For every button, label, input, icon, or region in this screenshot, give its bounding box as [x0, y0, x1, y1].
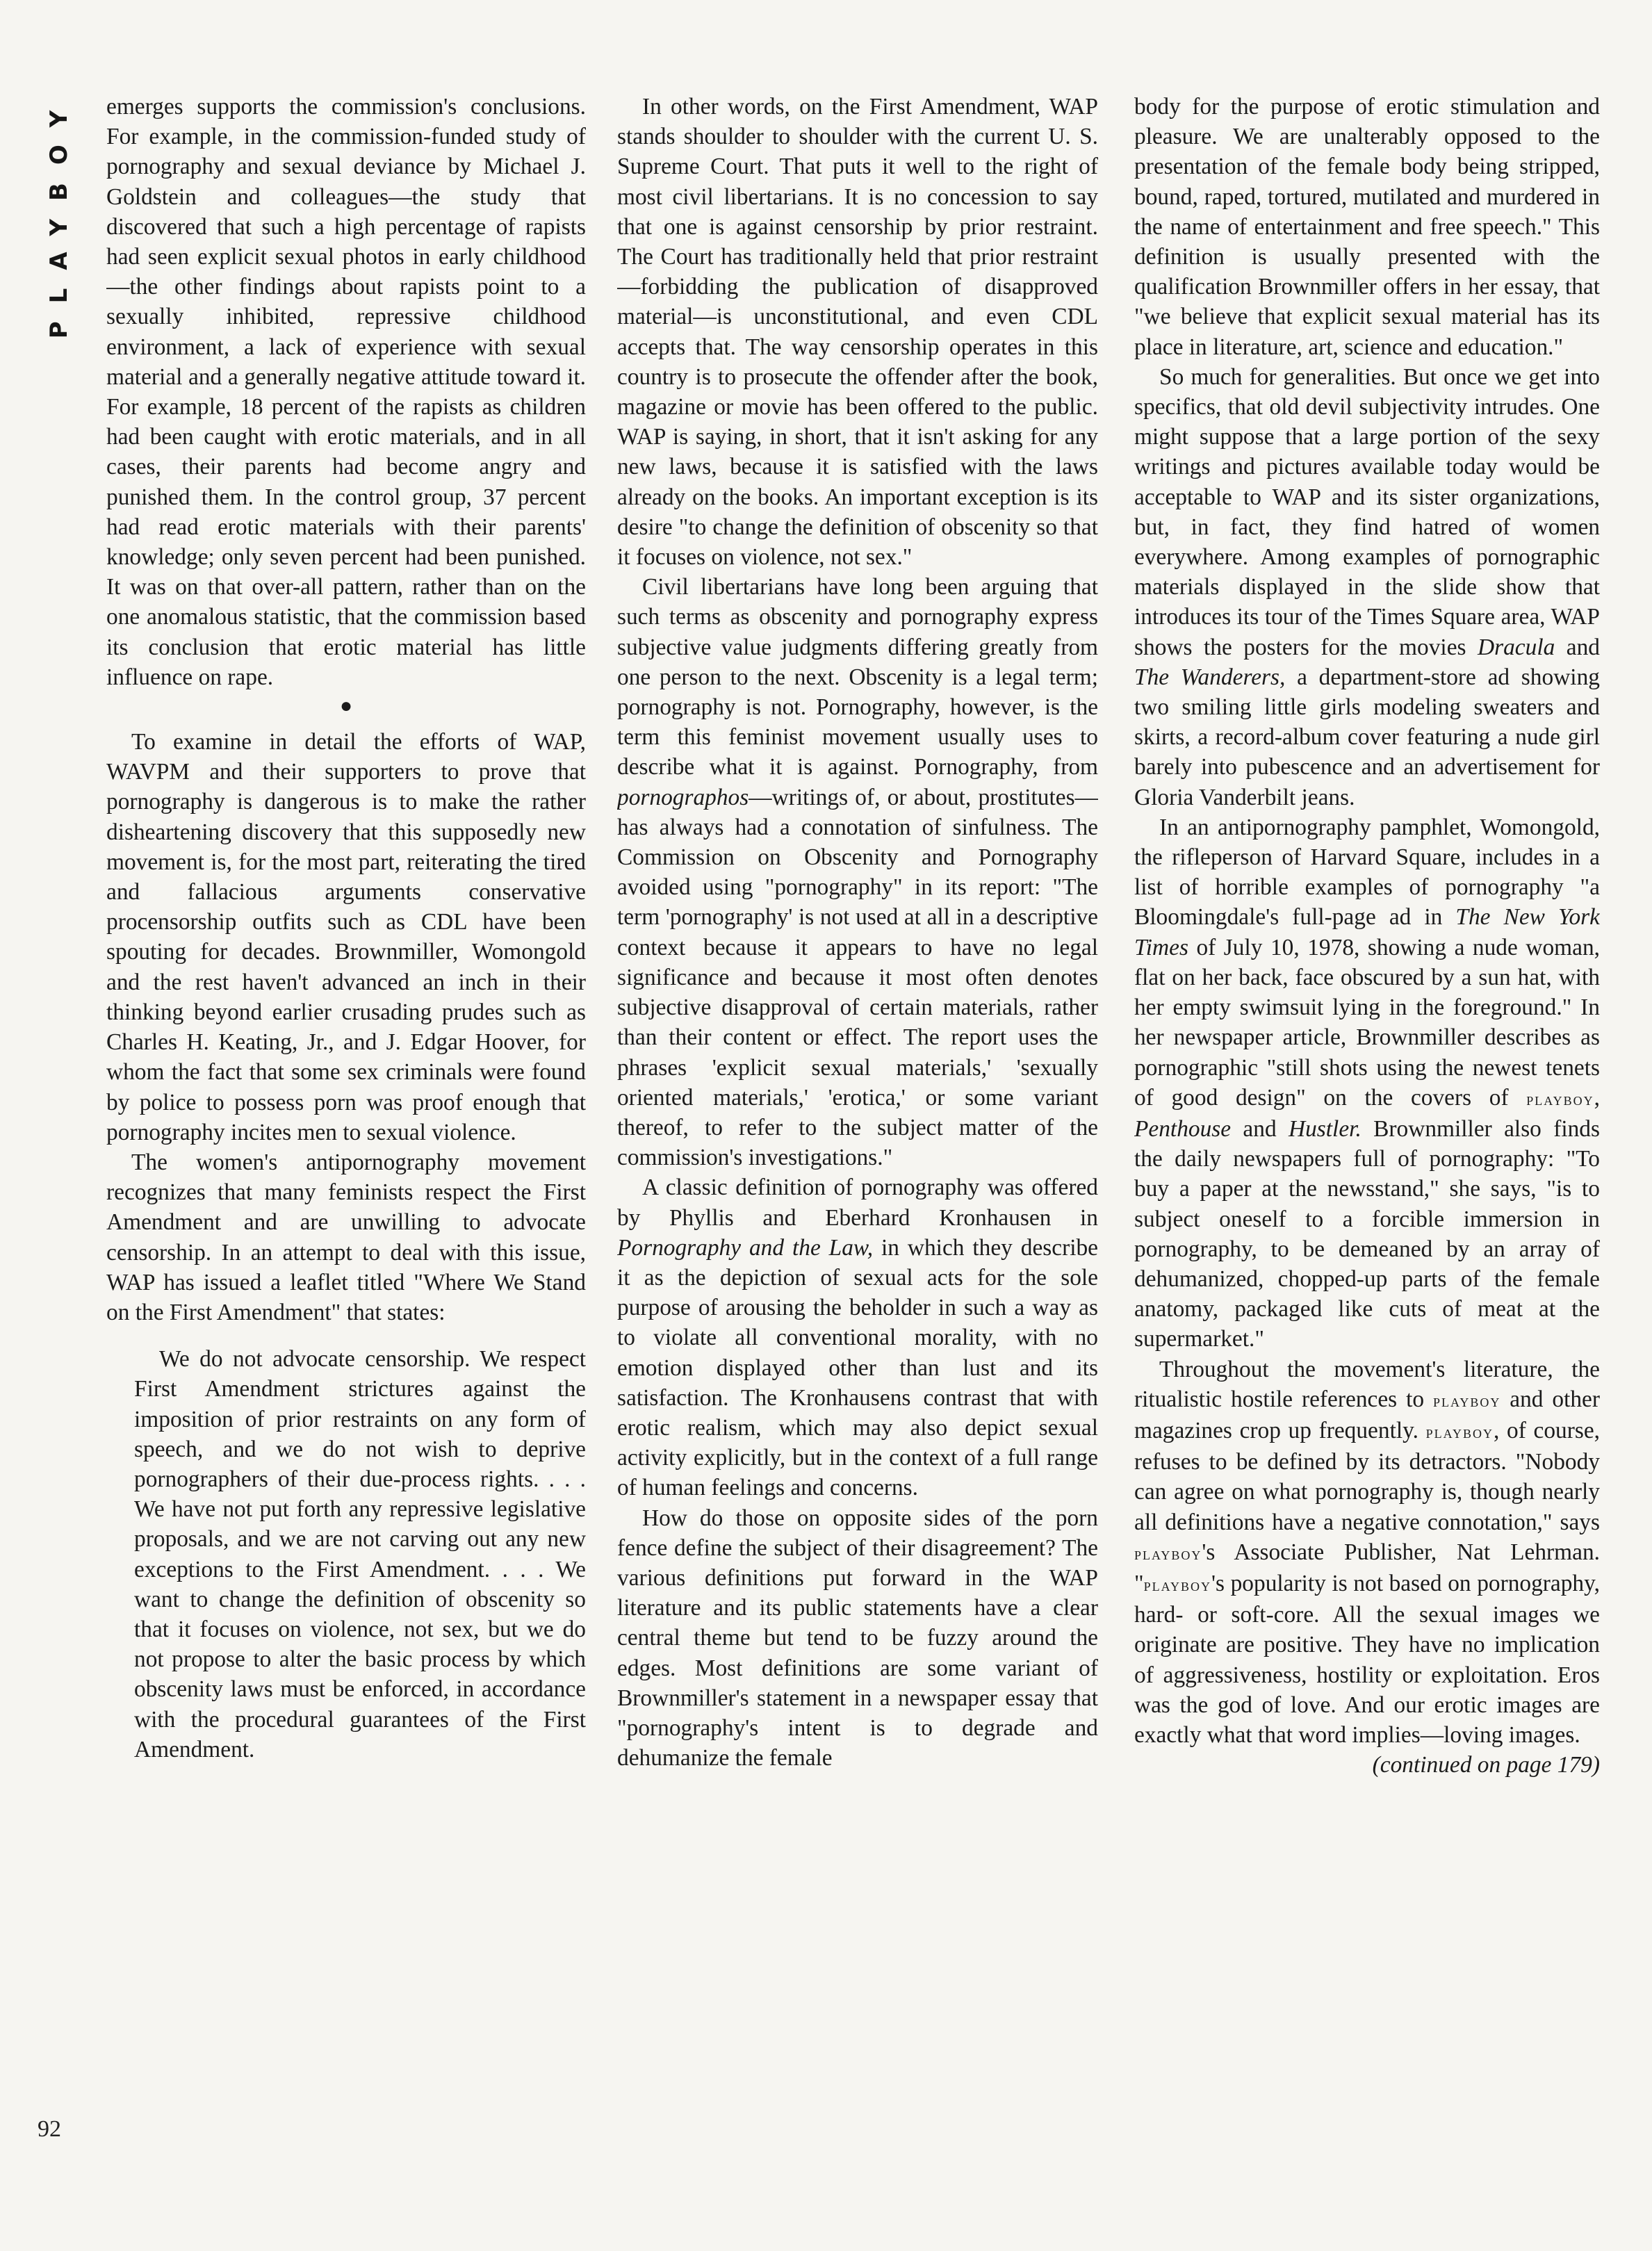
magazine-title: Penthouse [1134, 1115, 1232, 1142]
text-run: —writings of, or about, prostitutes—has always had a connotation of sinfulness. The Commission on Obscenity and Pornography avoided using "pornography" in its report: "The term 'pornography' is not used at all in a descriptive context because it appears to have no legal significance and because it most often denotes subjective disapproval of certain materials, rather than their content or effect. The report uses the phrases 'explicit sexual materials,' 'sexually oriented materials,' 'erotica,' or some variant thereof, to refer to the subject matter of the commission's investigations." [617, 784, 1098, 1171]
magazine-name-smallcaps: playboy [1134, 1543, 1202, 1564]
column-2 [617, 92, 1098, 2191]
text-run: Throughout the movement's literature, the ritualistic hostile references to [1134, 1356, 1600, 1412]
text-run: , [1594, 1084, 1600, 1111]
text-run: Civil libertarians have long been arguing that such terms as obscenity and pornography express subjective value judgments differing greatly from one person to the next. Obscenity is a legal term; pornography is not. Pornography, however, is the term this feminist movement usually uses to describe what it is against. Pornography, from [617, 574, 1098, 780]
page-number: 92 [38, 2116, 61, 2142]
magazine-name: PLAYBOY [45, 92, 73, 339]
magazine-name-smallcaps: playboy [1143, 1574, 1211, 1595]
magazine-name-smallcaps: playboy [1425, 1421, 1494, 1442]
column-1 [106, 92, 586, 2191]
text-run: In an antipornography pamphlet, Womongold, the rifleperson of Harvard Square, includes in a list of horrible examples of pornography "a Bloomingdale's full-page ad in [1134, 814, 1600, 931]
column-3 [1134, 92, 1600, 2191]
section-bullet: ● [339, 694, 353, 718]
text-run: Brownmiller also finds the daily newspapers full of pornography: "To buy a paper at the newsstand," she says, "is to subject oneself to a forcible immersion in pornography, to be demeaned by an array of dehumanized, chopped-up parts of the female anatomy, packaged like cuts of meat at the supermarket." [1134, 1115, 1600, 1352]
paragraph: In other words, on the First Amendment, WAP stands shoulder to shoulder with the current U. S. Supreme Court. That puts it well to the right of most civil libertarians. It is no concession to say that one is against censorship by prior restraint. The Court has traditionally held that prior restraint—forbidding the publication of disapproved material—is unconstitutional, and even CDL accepts that. The way censorship operates in this country is to prosecute the offender after the book, magazine or movie has been offered to the public. WAP is saying, in short, that it isn't asking for any new laws, because it is satisfied with the laws already on the books. An important exception is its desire "to change the definition of obscenity so that it focuses on violence, not sex." [617, 94, 1098, 571]
text-run: 's popularity is not based on pornography, hard- or soft-core. All the sexual images we originate are positive. They have no implication of aggressiveness, hostility or exploitation. Eros was the god of love. And our erotic images are exactly what that word implies—loving images. [1134, 1570, 1600, 1748]
movie-title: Dracula [1478, 634, 1555, 660]
newspaper-title: The New York Times [1134, 904, 1600, 960]
text-run: 's Associate Publisher, Nat Lehrman. " [1134, 1539, 1600, 1596]
text-run: and other magazines crop up frequently. [1134, 1386, 1600, 1443]
italic-term: pornographos [617, 784, 749, 810]
paragraph: How do those on opposite sides of the porn fence define the subject of their disagreement? The various definitions put forward in the WAP literature and its public statements have a clear central theme but tend to be fuzzy around the edges. Most definitions are some variant of Brownmiller's statement in a newspaper essay that "pornography's intent is to degrade and dehumanize the female [617, 1505, 1098, 1771]
text-run: So much for generalities. But once we get into specifics, that old devil subjectivity intrudes. One might suppose that a large portion of the sexy writings and pictures available today would be acceptable to WAP and its sister organizations, but, in fact, they find hatred of women everywhere. Among examples of pornographic materials displayed in the slide show that introduces its tour of the Times Square area, WAP shows the posters for the movies [1134, 363, 1600, 660]
text-run: in which they describe it as the depiction of sexual acts for the sole purpose of arousing the beholder in such a way as to violate all conventional morality, with no emotion displayed other than lust and its satisfaction. The Kronhausens contrast that with erotic realism, which may also depict sexual activity explicitly, but in the context of a full range of human feelings and concerns. [617, 1234, 1098, 1501]
text-run: and [1231, 1115, 1289, 1142]
paragraph: The women's antipornography movement recognizes that many feminists respect the First Amendment and are unwilling to advocate censorship. In an attempt to deal with this issue, WAP has issued a leaflet titled "Where We Stand on the First Amendment" that states: [106, 1149, 586, 1325]
paragraph [1134, 362, 1600, 812]
block-quote [134, 1344, 586, 1765]
quote-text: We do not advocate censorship. We respect First Amendment strictures against the imposition of prior restraints on any form of speech, and we do not wish to deprive pornographers of their due-process rights. . . . We have not put forth any repressive legislative proposals, and we are not carving out any new exceptions to the First Amendment. . . . We want to change the definition of obscenity so that it focuses on violence, not sex, but we do not propose to alter the basic process by which obscenity laws must be enforced, in accordance with the procedural guarantees of the First Amendment. [134, 1346, 586, 1762]
paragraph [617, 1172, 1098, 1503]
paragraph [617, 572, 1098, 1172]
book-title: Pornography and the Law, [617, 1234, 874, 1261]
magazine-name-smallcaps: playboy [1432, 1390, 1501, 1411]
paragraph: body for the purpose of erotic stimulation and pleasure. We are unalterably opposed to the presentation of the female body being stripped, bound, raped, tortured, mutilated and murdered in the name of entertainment and free speech." This definition is usually presented with the qualification Brownmiller offers in her essay, that "we believe that explicit sexual material has its place in literature, art, science and education." [1134, 94, 1600, 360]
magazine-title: Hustler. [1288, 1115, 1361, 1142]
text-run: of July 10, 1978, showing a nude woman, flat on her back, face obscured by a sun hat, with her empty swimsuit lying in the foreground." In her newspaper article, Brownmiller describes as pornographic "still shots using the newest tenets of good design" on the covers of [1134, 934, 1600, 1111]
paragraph: emerges supports the commission's conclusions. For example, in the commission-funded study of pornography and sexual deviance by Michael J. Goldstein and colleagues—the study that discovered that such a high percentage of rapists had seen explicit sexual photos in early childhood—the other findings about rapists point to a sexually inhibited, repressive childhood environment, a lack of experience with sexual material and a generally negative attitude toward it. For example, 18 percent of the rapists as children had been caught with erotic materials, and in all cases, their parents had become angry and punished them. In the control group, 37 percent had read erotic materials with their parents' knowledge; only seven percent had been punished. It was on that over-all pattern, rather than on the one anomalous statistic, that the commission based its conclusion that erotic material has little influence on rape. [106, 94, 586, 690]
text-run: and [1555, 634, 1600, 660]
paragraph [1134, 812, 1600, 1354]
movie-title: The Wanderers, [1134, 664, 1286, 690]
magazine-name-smallcaps: playboy [1526, 1088, 1594, 1109]
masthead [21, 83, 97, 347]
text-run: A classic definition of pornography was offered by Phyllis and Eberhard Kronhausen in [617, 1174, 1098, 1231]
paragraph [1134, 1354, 1600, 1751]
text-run: , of course, refuses to be defined by its detractors. "Nobody can agree on what pornography is, though nearly all definitions have a negative connotation," says [1134, 1417, 1600, 1535]
paragraph: To examine in detail the efforts of WAP, WAVPM and their supporters to prove that pornography is dangerous is to make the rather disheartening discovery that this supposedly new movement is, for the most part, reiterating the tired and fallacious arguments conservative procensorship outfits such as CDL have been spouting for decades. Brownmiller, Womongold and the rest haven't advanced an inch in their thinking beyond earlier crusading prudes such as Charles H. Keating, Jr., and J. Edgar Hoover, for whom the fact that some sex criminals were found by police to possess porn was proof enough that pornography incites men to sexual violence. [106, 729, 586, 1145]
text-run: a department-store ad showing two smiling little girls modeling sweaters and skirts, a record-album cover featuring a nude girl barely into pubescence and an advertisement for Gloria Vanderbilt jeans. [1134, 664, 1600, 810]
continued-on-page: (continued on page 179) [1372, 1752, 1600, 1778]
